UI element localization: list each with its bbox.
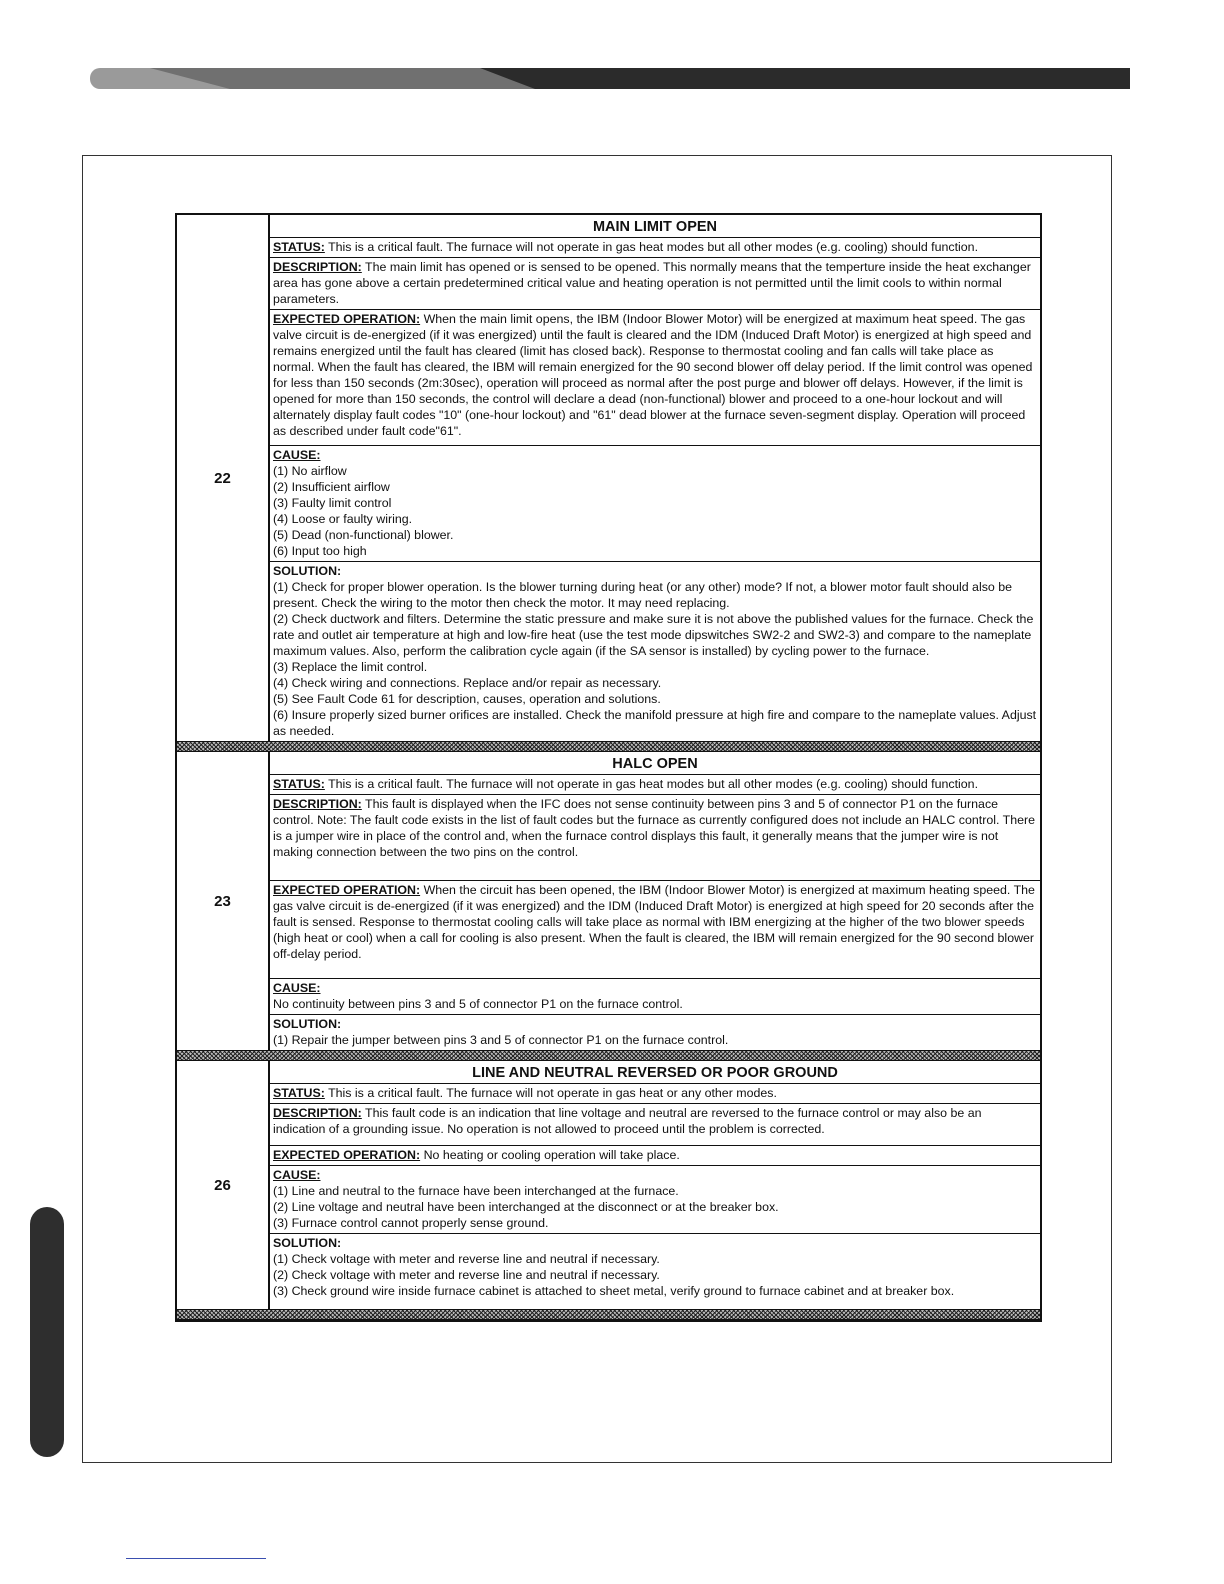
- row-divider: [177, 1050, 1040, 1061]
- fault-code: 26: [177, 1061, 270, 1309]
- fault-title: MAIN LIMIT OPEN: [270, 215, 1040, 238]
- cause-line: (3) Faulty limit control: [273, 496, 392, 510]
- solution-label: SOLUTION:: [273, 564, 342, 578]
- cause-line: (2) Insufficient airflow: [273, 480, 390, 494]
- expected-operation-text: No heating or cooling operation will take place.: [423, 1148, 680, 1162]
- cause-section: [270, 1166, 1040, 1234]
- fault-code-table: [175, 213, 1042, 1322]
- solution-section: [270, 1234, 1040, 1309]
- cause-label: CAUSE:: [273, 981, 321, 995]
- fault-details: [270, 1061, 1040, 1309]
- fault-row-23: [177, 752, 1040, 1050]
- cause-line: (2) Line voltage and neutral have been interchanged at the disconnect or at the breaker box.: [273, 1200, 779, 1214]
- description-text: This fault code is an indication that line voltage and neutral are reversed to the furnace control or may also be an indication of a grounding issue. No operation is not allowed to proceed until the problem is corrected.: [273, 1106, 982, 1136]
- solution-line: (2) Check ductwork and filters. Determine the static pressure and make sure it is not above the published values for the furnace. Check the rate and outlet air temperature at high and low-fire heat (use the test mode dipswitches SW2-2 and SW2-3) and compare to the nameplate maximum values. Also, perform the calibration cycle again (if the SA sensor is installed) by cycling power to the furnace.: [273, 612, 1034, 658]
- top-banner: [90, 68, 1130, 89]
- solution-line: (5) See Fault Code 61 for description, causes, operation and solutions.: [273, 692, 661, 706]
- description-section: [270, 1104, 1040, 1146]
- status-section: [270, 1084, 1040, 1104]
- fault-code: 23: [177, 752, 270, 1050]
- status-text: This is a critical fault. The furnace will not operate in gas heat or any other modes.: [328, 1086, 777, 1100]
- status-label: STATUS:: [273, 1086, 325, 1100]
- status-text: This is a critical fault. The furnace will not operate in gas heat modes but all other modes (e.g. cooling) should function.: [328, 777, 979, 791]
- footer-rule: [126, 1558, 266, 1559]
- cause-line: (1) No airflow: [273, 464, 347, 478]
- expected-operation-label: EXPECTED OPERATION:: [273, 312, 421, 326]
- cause-label: CAUSE:: [273, 1168, 321, 1182]
- cause-section: [270, 446, 1040, 562]
- solution-line: (1) Repair the jumper between pins 3 and 5 of connector P1 on the furnace control.: [273, 1033, 729, 1047]
- status-label: STATUS:: [273, 777, 325, 791]
- solution-label: SOLUTION:: [273, 1017, 342, 1031]
- description-text: This fault is displayed when the IFC does not sense continuity between pins 3 and 5 of connector P1 on the furnace control. Note: The fault code exists in the list of fault codes but the furnace as currently configured does not include an HALC control. There is a jumper wire in place of the control and, when the furnace control displays this fault, it generally means that the jumper wire is not making connection between the two pins on the control.: [273, 797, 1035, 859]
- solution-section: [270, 562, 1040, 741]
- solution-line: (3) Replace the limit control.: [273, 660, 428, 674]
- row-divider: [177, 1309, 1040, 1320]
- description-section: [270, 258, 1040, 310]
- solution-line: (6) Insure properly sized burner orifices are installed. Check the manifold pressure at high fire and compare to the nameplate values. Adjust as needed.: [273, 708, 1037, 738]
- description-section: [270, 795, 1040, 881]
- fault-title: HALC OPEN: [270, 752, 1040, 775]
- expected-operation-section: [270, 881, 1040, 979]
- expected-operation-section: [270, 1146, 1040, 1166]
- solution-line: (2) Check voltage with meter and reverse line and neutral if necessary.: [273, 1268, 660, 1282]
- solution-line: (1) Check for proper blower operation. Is the blower turning during heat (or any other) mode? If not, a blower motor fault should also be present. Check the wiring to the motor then check the motor. It may need replacing.: [273, 580, 1013, 610]
- fault-title: LINE AND NEUTRAL REVERSED OR POOR GROUND: [270, 1061, 1040, 1084]
- status-text: This is a critical fault. The furnace will not operate in gas heat modes but all other modes (e.g. cooling) should function.: [328, 240, 979, 254]
- solution-section: [270, 1015, 1040, 1050]
- fault-row-26: [177, 1061, 1040, 1309]
- status-label: STATUS:: [273, 240, 325, 254]
- cause-label: CAUSE:: [273, 448, 321, 462]
- cause-section: [270, 979, 1040, 1015]
- row-divider: [177, 741, 1040, 752]
- fault-details: [270, 752, 1040, 1050]
- cause-line: (5) Dead (non-functional) blower.: [273, 528, 454, 542]
- description-text: The main limit has opened or is sensed to be opened. This normally means that the temperture inside the heat exchanger area has gone above a certain predetermined critical value and heating operation is not permitted until the limit cools to within normal parameters.: [273, 260, 1031, 306]
- cause-line: (3) Furnace control cannot properly sense ground.: [273, 1216, 549, 1230]
- description-label: DESCRIPTION:: [273, 797, 362, 811]
- solution-line: (3) Check ground wire inside furnace cabinet is attached to sheet metal, verify ground to furnace cabinet and at breaker box.: [273, 1284, 955, 1298]
- cause-line: (6) Input too high: [273, 544, 367, 558]
- expected-operation-text: When the circuit has been opened, the IBM (Indoor Blower Motor) is energized at maximum heating speed. The gas valve circuit is de-energized (if it was energized) and the IDM (Induced Draft Motor) is energized at high speed for 20 seconds after the fault is sensed. Response to thermostat cooling calls will take place as normal with IBM energizing at the higher of the two blower speeds (high heat or cool) when a call for cooling is also present. When the fault is cleared, the IBM will remain energized for the 90 second blower off-delay period.: [273, 883, 1035, 961]
- expected-operation-label: EXPECTED OPERATION:: [273, 883, 421, 897]
- expected-operation-text: When the main limit opens, the IBM (Indoor Blower Motor) will be energized at maximum heat speed. The gas valve circuit is de-energized (if it was energized) until the fault is cleared and the IDM (Induced Draft Motor) is energized at high speed and remains energized until the fault has cleared (limit has closed back). Response to thermostat cooling and fan calls will take place as normal. When the fault has cleared, the IBM will remain energized for the 90 second blower off delay period. If the limit control was opened for less than 150 seconds (2m:30sec), operation will proceed as normal after the post purge and blower off delays. However, if the limit is opened for more than 150 seconds, the control will declare a dead (non-functional) blower and proceed to a one-hour lockout and will alternately display fault codes "10" (one-hour lockout) and "61" dead blower at the furnace seven-segment display. Operation will proceed as described under fault code"61".: [273, 312, 1033, 438]
- cause-line: (4) Loose or faulty wiring.: [273, 512, 413, 526]
- description-label: DESCRIPTION:: [273, 260, 362, 274]
- solution-line: (1) Check voltage with meter and reverse line and neutral if necessary.: [273, 1252, 660, 1266]
- cause-line: (1) Line and neutral to the furnace have been interchanged at the furnace.: [273, 1184, 679, 1198]
- status-section: [270, 238, 1040, 258]
- status-section: [270, 775, 1040, 795]
- expected-operation-label: EXPECTED OPERATION:: [273, 1148, 421, 1162]
- fault-code: 22: [177, 215, 270, 741]
- expected-operation-section: [270, 310, 1040, 446]
- side-tab: [30, 1207, 64, 1457]
- fault-details: [270, 215, 1040, 741]
- fault-row-22: [177, 215, 1040, 741]
- solution-line: (4) Check wiring and connections. Replace and/or repair as necessary.: [273, 676, 662, 690]
- solution-label: SOLUTION:: [273, 1236, 342, 1250]
- cause-line: No continuity between pins 3 and 5 of connector P1 on the furnace control.: [273, 997, 683, 1011]
- description-label: DESCRIPTION:: [273, 1106, 362, 1120]
